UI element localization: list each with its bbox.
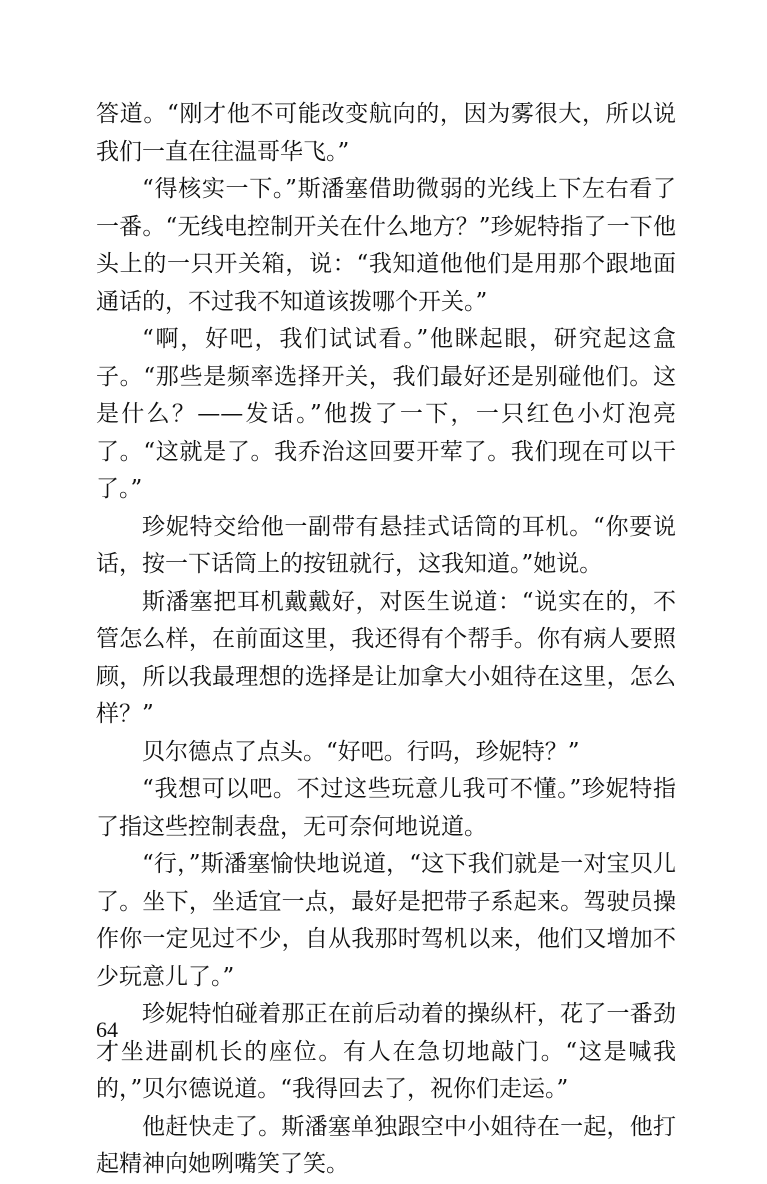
paragraph-3: “啊，好吧，我们试试看。”他眯起眼，研究起这盒子。“那些是频率选择开关，我们最好还是别碰他们。这是什么？——发话。”他拨了一下，一只红色小灯泡亮了。“这就是了。我乔治这回要开荤了。我们现在可以干了。”	[96, 326, 676, 502]
paragraph-1: 答道。“刚才他不可能改变航向的，因为雾很大，所以说我们一直在往温哥华飞。”	[96, 101, 676, 165]
paragraph-2: “得核实一下。”斯潘塞借助微弱的光线上下左右看了一番。“无线电控制开关在什么地方？”珍妮特指了一下他头上的一只开关箱，说：“我知道他他们是用那个跟地面通话的，不过我不知道该拨哪个开关。”	[96, 176, 676, 315]
paragraph-8: “行，”斯潘塞愉快地说道，“这下我们就是一对宝贝儿了。坐下，坐适宜一点，最好是把带子系起来。驾驶员操作你一定见过不少，自从我那时驾机以来，他们又增加不少玩意儿了。”	[96, 851, 676, 990]
paragraph-6: 贝尔德点了点头。“好吧。行吗，珍妮特？”	[142, 738, 580, 765]
paragraph-9: 珍妮特怕碰着那正在前后动着的操纵杆，花了一番劲才坐进副机长的座位。有人在急切地敲门。“这是喊我的，”贝尔德说道。“我得回去了，祝你们走运。”	[96, 1001, 676, 1102]
page-number: 64	[96, 1017, 118, 1042]
paragraph-7: “我想可以吧。不过这些玩意儿我可不懂。”珍妮特指了指这些控制表盘，无可奈何地说道。	[96, 776, 676, 840]
paragraph-10: 他赶快走了。斯潘塞单独跟空中小姐待在一起，他打起精神向她咧嘴笑了笑。	[96, 1113, 676, 1177]
body-text	[96, 96, 676, 1184]
paragraph-5: 斯潘塞把耳机戴戴好，对医生说道：“说实在的，不管怎么样，在前面这里，我还得有个帮手。你有病人要照顾，所以我最理想的选择是让加拿大小姐待在这里，怎么样？”	[96, 588, 676, 727]
paragraph-4: 珍妮特交给他一副带有悬挂式话筒的耳机。“你要说话，按一下话筒上的按钮就行，这我知道。”她说。	[96, 513, 676, 577]
